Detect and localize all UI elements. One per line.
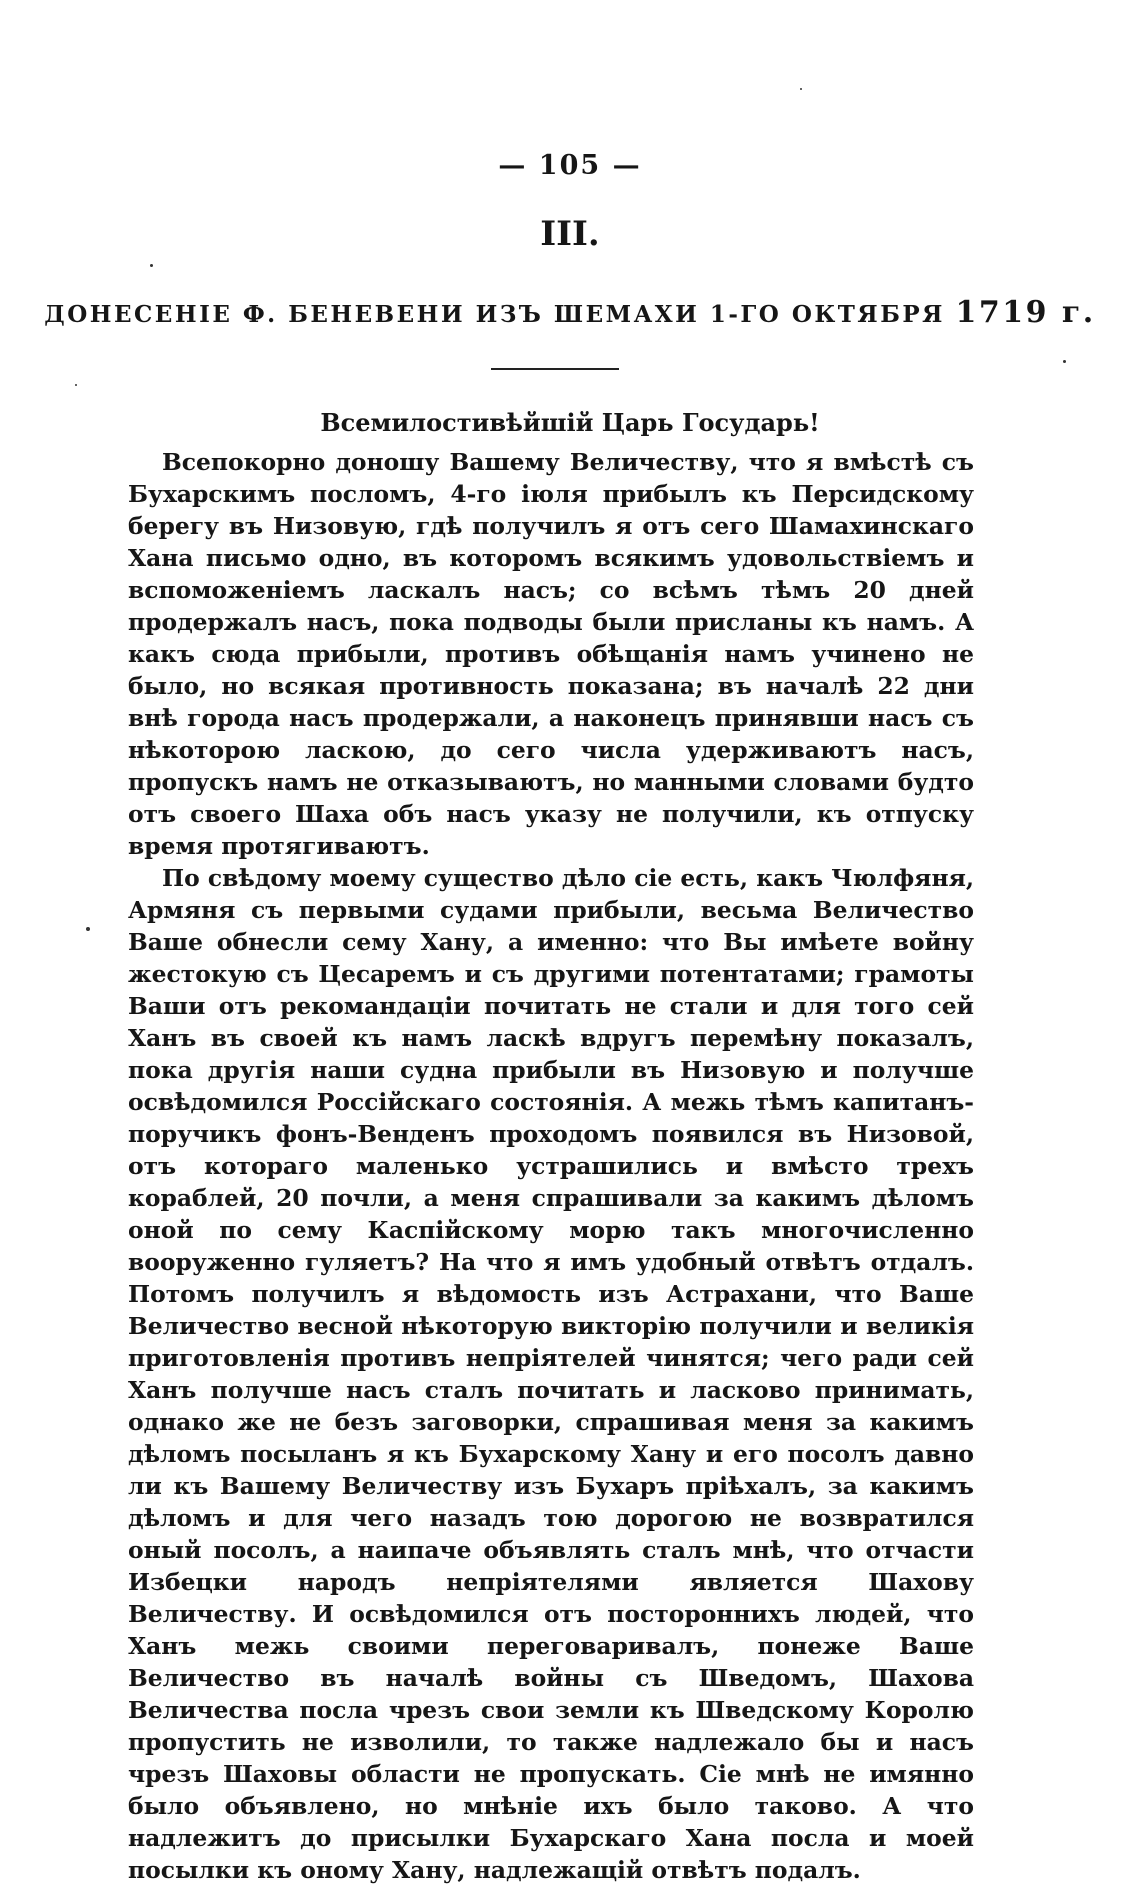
document-title-text: ДОНЕСЕНІЕ Ф. БЕНЕВЕНИ ИЗЪ ШЕМАХИ 1-ГО ОКТЯБРЯ xyxy=(44,301,945,328)
scan-speck xyxy=(75,384,77,386)
scan-speck xyxy=(150,264,153,267)
scan-speck xyxy=(800,88,802,90)
page-number: — 105 — xyxy=(498,150,642,181)
paragraph-2: По свѣдому моему существо дѣло сіе есть, какъ Чюлфяня, Армяня съ первыми судами прибыли, весьма Величество Ваше обнесли сему Хану, а именно: что Вы имѣете войну жестокую съ Цесаремъ и съ другими потентатами; грамоты Ваши отъ рекомандаціи почитать не стали и для того сей Ханъ въ своей къ намъ ласкѣ вдругъ перемѣну показалъ, пока другія наши судна прибыли въ Низовую и получше освѣдомился Россійскаго состоянія. А межь тѣмъ капитанъ-поручикъ фонъ-Венденъ проходомъ появился въ Низовой, отъ котораго маленько устрашились и вмѣсто трехъ кораблей, 20 почли, а меня спрашивали за какимъ дѣломъ оной по сему Каспійскому морю такъ многочисленно вооруженно гуляетъ? На что я имъ удобный отвѣтъ отдалъ. Потомъ получилъ я вѣдомость изъ Астрахани, что Ваше Величество весной нѣкоторую викторію получили и великія приготовленія противъ непріятелей чинятся; чего ради сей Ханъ получше насъ сталъ почитать и ласково принимать, однако же не безъ заговорки, спрашивая меня за какимъ дѣломъ посыланъ я къ Бухарскому Хану и его посолъ давно ли къ Вашему Величеству изъ Бухаръ пріѣхалъ, за какимъ дѣломъ и для чего назадъ тою дорогою не возвратился оный посолъ, а наипаче объявлять сталъ мнѣ, что отчасти Избецки народъ непріятелями является Шахову Величеству. И освѣдомился отъ постороннихъ людей, что Ханъ межь своими переговаривалъ, понеже Ваше Величество въ началѣ войны съ Шведомъ, Шахова Величества посла чрезъ свои земли къ Шведскому Королю пропустить не изволили, то также надлежало бы и насъ чрезъ Шаховы области не пропускать. Сіе мнѣ не имянно было объявлено, но мнѣніе ихъ было таково. А что надлежитъ до присылки Бухарскаго Хана посла и моей посылки къ оному Хану, надлежащій отвѣтъ подалъ. xyxy=(128,864,974,1884)
letter-body xyxy=(128,446,974,1886)
title-divider xyxy=(491,368,619,370)
document-title xyxy=(0,295,1140,330)
salutation: Всемилостивѣйшій Царь Государь! xyxy=(320,408,820,437)
document-title-year: 1719 г. xyxy=(955,295,1096,330)
scan-speck xyxy=(1063,360,1066,363)
paragraph-1: Всепокорно доношу Вашему Величеству, что я вмѣстѣ съ Бухарскимъ посломъ, 4-го іюля прибылъ къ Персидскому берегу въ Низовую, гдѣ получилъ я отъ сего Шамахинскаго Хана письмо одно, въ которомъ всякимъ удовольствіемъ и вспоможеніемъ ласкалъ насъ; со всѣмъ тѣмъ 20 дней продержалъ насъ, пока подводы были присланы къ намъ. А какъ сюда прибыли, противъ обѣщанія намъ учинено не было, но всякая противность показана; въ началѣ 22 дни внѣ города насъ продержали, а наконецъ принявши насъ съ нѣкоторою ласкою, до сего числа удерживаютъ насъ, пропускъ намъ не отказываютъ, но манными словами будто отъ своего Шаха объ насъ указу не получили, къ отпуску время протягиваютъ. xyxy=(128,448,974,860)
section-number: III. xyxy=(540,214,600,254)
scan-speck xyxy=(86,927,90,931)
